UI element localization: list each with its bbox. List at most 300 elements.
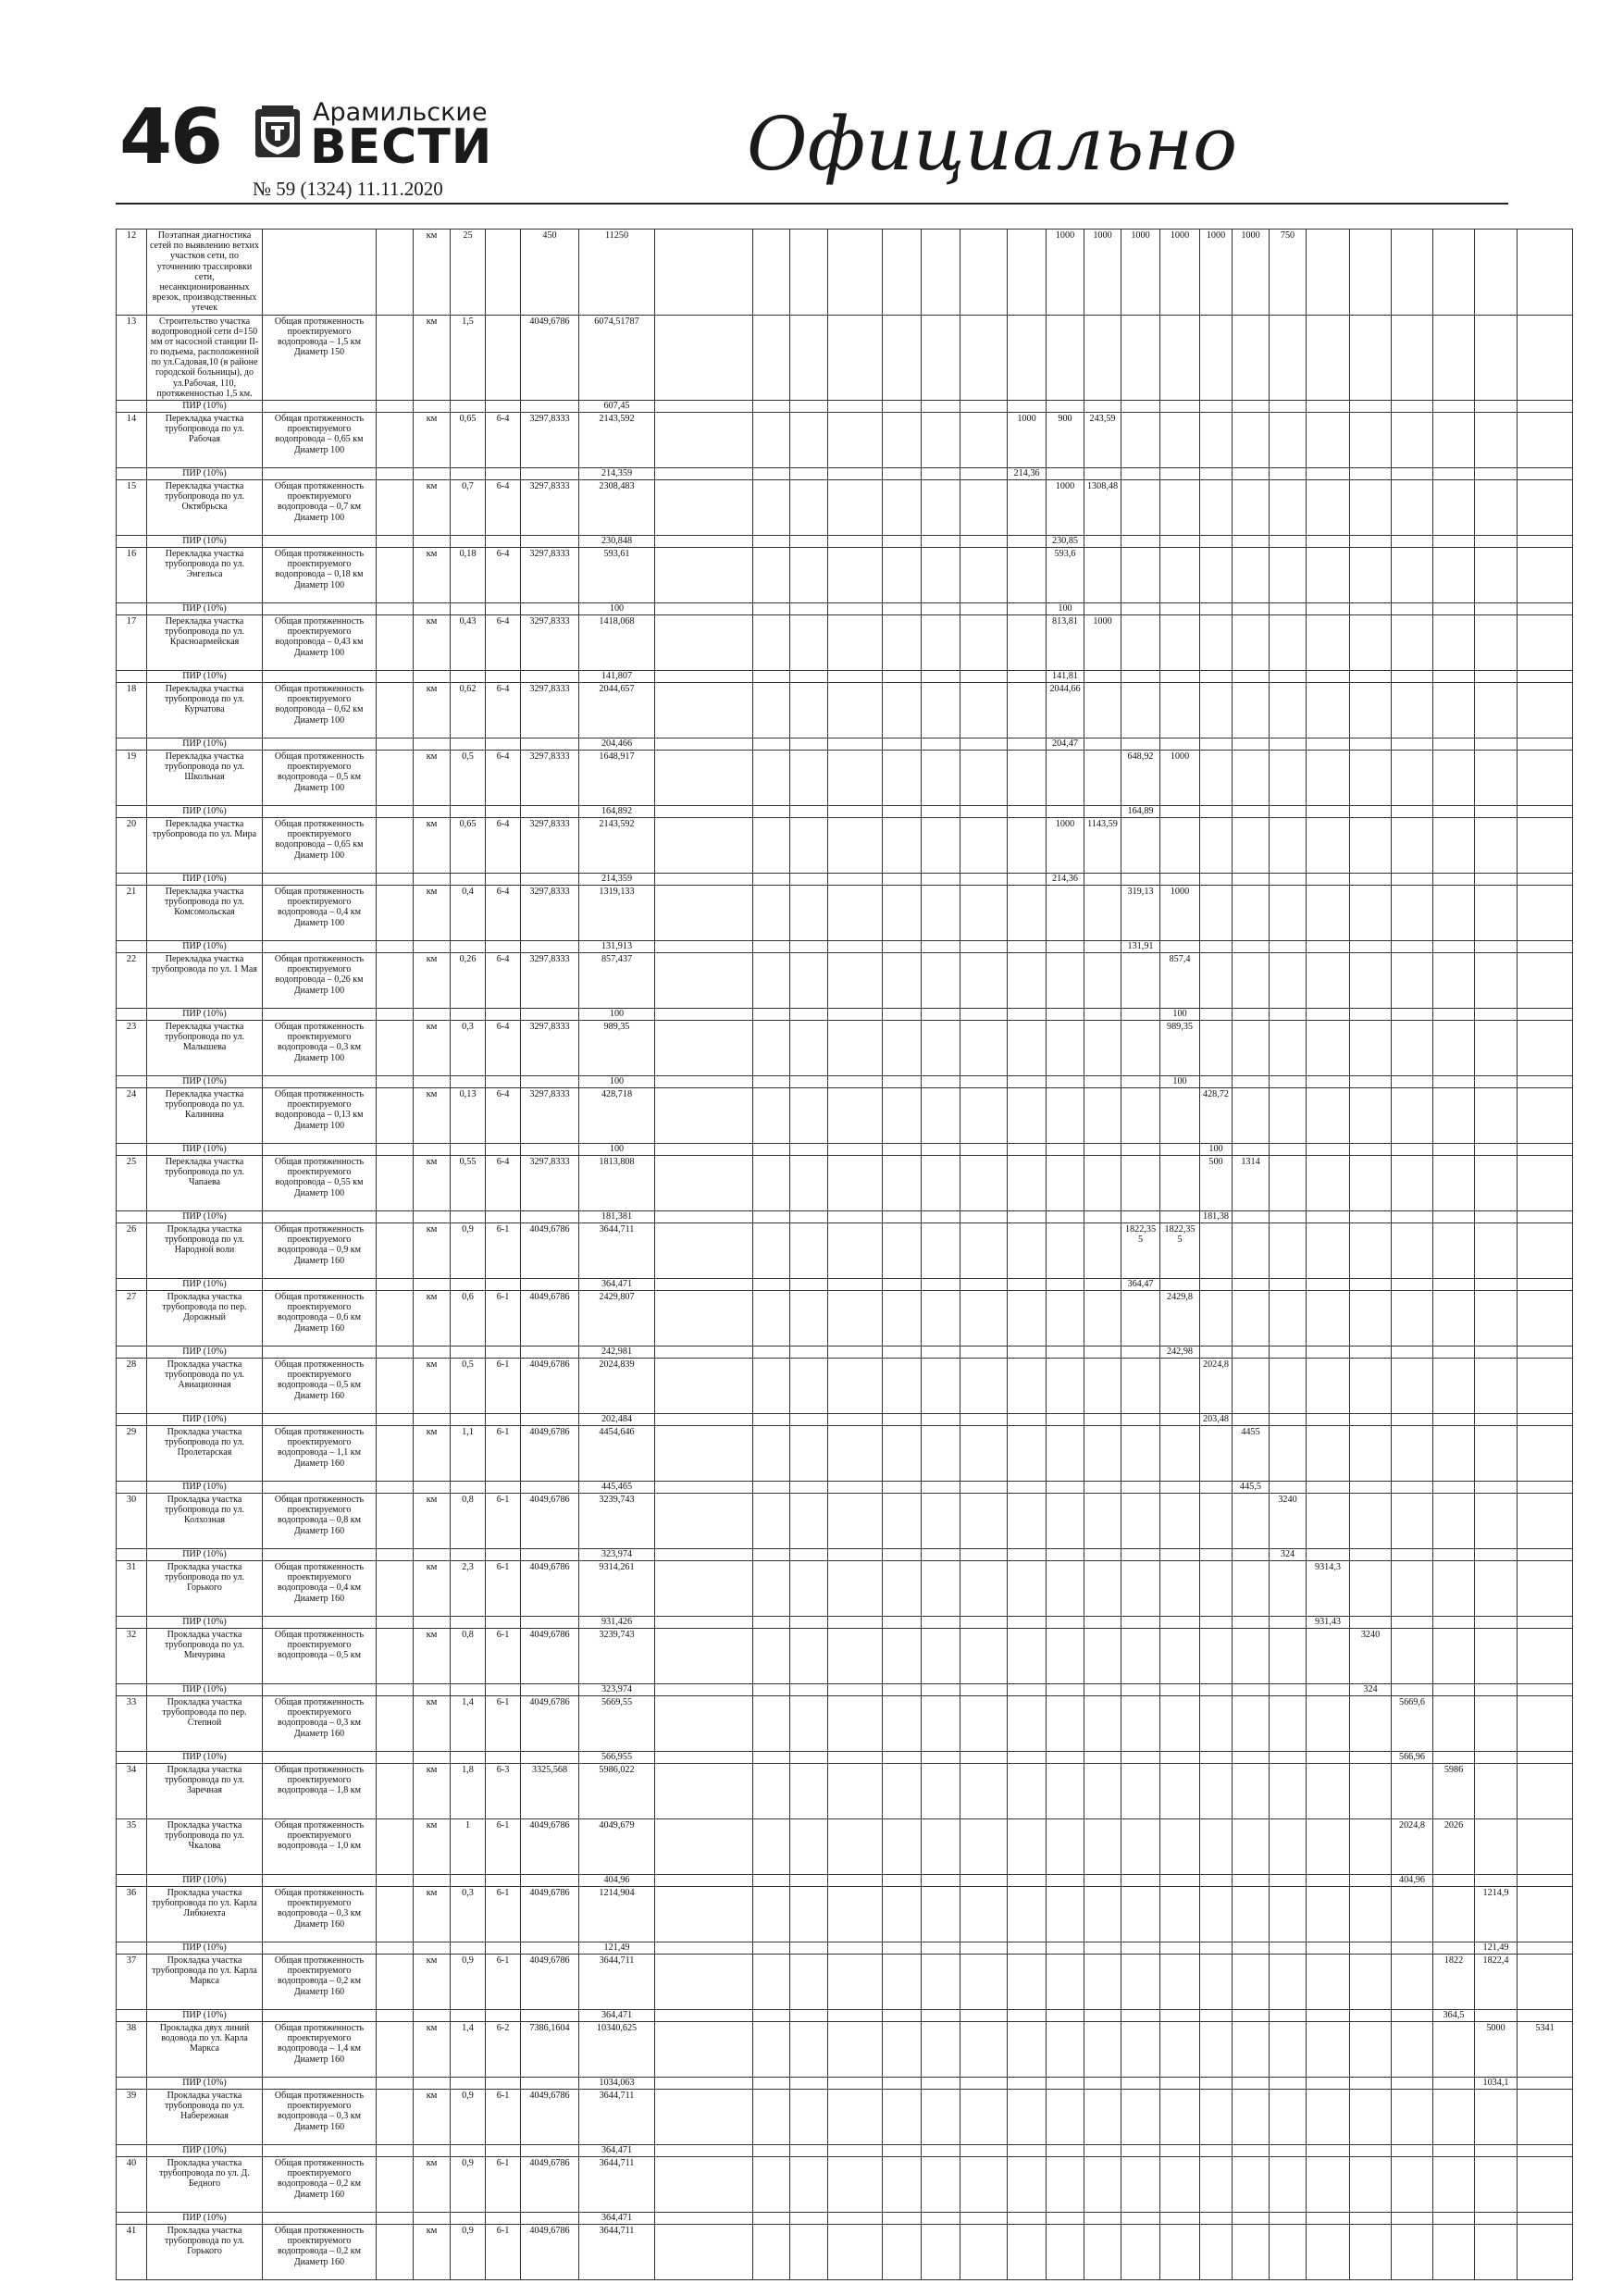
city-emblem-icon <box>253 104 303 161</box>
value-cell <box>1084 2213 1121 2225</box>
value-cell <box>883 548 922 603</box>
value-cell <box>883 2213 922 2225</box>
value-cell <box>1233 818 1270 874</box>
value-cell <box>883 1347 922 1359</box>
empty-cell <box>451 1684 486 1696</box>
empty-cell <box>486 671 521 683</box>
value-cell <box>1047 2145 1084 2157</box>
value-cell <box>960 1426 1008 1482</box>
value-cell <box>1160 1684 1200 1696</box>
unit-price-cell: 4049,6786 <box>521 1561 579 1617</box>
value-cell <box>1518 1088 1573 1144</box>
empty-cell <box>521 1875 579 1887</box>
value-cell <box>1475 806 1518 818</box>
value-cell <box>1233 468 1270 480</box>
quantity-cell: 0,13 <box>451 1088 486 1144</box>
value-cell <box>1160 2078 1200 2090</box>
value-cell <box>960 1009 1008 1021</box>
value-cell <box>1433 1211 1475 1223</box>
value-cell <box>922 1494 960 1549</box>
table-row <box>117 2022 1573 2078</box>
pir-label: ПИР (10%) <box>147 2213 263 2225</box>
value-cell <box>1270 1752 1307 1764</box>
value-cell <box>753 315 790 401</box>
value-cell <box>655 1426 753 1482</box>
value-cell: 5669,6 <box>1392 1696 1433 1752</box>
value-cell <box>1233 1494 1270 1549</box>
value-cell <box>1475 2213 1518 2225</box>
row-number <box>117 1942 147 1955</box>
unit-price-cell: 3297,8333 <box>521 413 579 468</box>
value-cell <box>883 1942 922 1955</box>
value-cell <box>1047 1223 1084 1279</box>
value-cell <box>922 603 960 615</box>
empty-cell <box>521 1076 579 1088</box>
value-cell <box>1475 2145 1518 2157</box>
value-cell <box>828 413 883 468</box>
value-cell: 3240 <box>1350 1629 1392 1684</box>
empty-cell <box>377 1088 414 1144</box>
value-cell <box>828 886 883 941</box>
value-cell <box>1200 751 1233 806</box>
work-description: Общая протяженность проектируемого водопровода – 0,9 км Диаметр 160 <box>263 1223 377 1279</box>
work-name: Прокладка двух линий водовода по ул. Карла Маркса <box>147 2022 263 2078</box>
value-cell <box>1392 1279 1433 1291</box>
value-cell <box>1121 1875 1160 1887</box>
code-cell: 6-4 <box>486 1156 521 1211</box>
value-cell <box>1307 1144 1350 1156</box>
value-cell <box>1392 603 1433 615</box>
value-cell: 364,47 <box>1121 1279 1160 1291</box>
total-cost-cell: 5669,55 <box>579 1696 655 1752</box>
value-cell <box>1121 1942 1160 1955</box>
value-cell <box>960 1076 1008 1088</box>
value-cell: 428,72 <box>1200 1088 1233 1144</box>
value-cell <box>1233 2225 1270 2280</box>
value-cell <box>883 1887 922 1942</box>
code-cell: 6-1 <box>486 1819 521 1875</box>
value-cell <box>883 941 922 953</box>
value-cell <box>1008 1494 1047 1549</box>
total-cost-cell: 2024,839 <box>579 1359 655 1414</box>
value-cell <box>655 230 753 316</box>
value-cell <box>1433 230 1475 316</box>
value-cell <box>828 1347 883 1359</box>
pir-row <box>117 1684 1573 1696</box>
empty-cell <box>521 738 579 751</box>
value-cell <box>655 671 753 683</box>
value-cell <box>1350 953 1392 1009</box>
code-cell: 6-1 <box>486 1629 521 1684</box>
value-cell <box>1475 1414 1518 1426</box>
value-cell <box>1392 401 1433 413</box>
empty-cell <box>377 1144 414 1156</box>
value-cell <box>1518 1144 1573 1156</box>
work-description: Общая протяженность проектируемого водопровода – 0,5 км <box>263 1629 377 1684</box>
value-cell <box>753 1887 790 1942</box>
value-cell <box>1392 806 1433 818</box>
value-cell <box>1270 1819 1307 1875</box>
value-cell <box>883 1279 922 1291</box>
value-cell <box>655 1291 753 1347</box>
value-cell <box>655 2157 753 2213</box>
value-cell <box>828 401 883 413</box>
value-cell <box>1307 1009 1350 1021</box>
table-row <box>117 1494 1573 1549</box>
value-cell: 1314 <box>1233 1156 1270 1211</box>
value-cell <box>753 941 790 953</box>
value-cell <box>960 1549 1008 1561</box>
value-cell <box>1084 2090 1121 2145</box>
value-cell <box>655 1414 753 1426</box>
empty-cell <box>377 1009 414 1021</box>
value-cell <box>1433 671 1475 683</box>
value-cell <box>922 1684 960 1696</box>
value-cell <box>1200 401 1233 413</box>
unit-price-cell: 4049,6786 <box>521 1223 579 1279</box>
value-cell <box>1121 1211 1160 1223</box>
row-number: 20 <box>117 818 147 874</box>
value-cell <box>828 1629 883 1684</box>
row-number <box>117 1875 147 1887</box>
unit-price-cell: 3297,8333 <box>521 818 579 874</box>
value-cell <box>828 468 883 480</box>
value-cell <box>1084 1696 1121 1752</box>
value-cell <box>790 738 828 751</box>
value-cell <box>1518 1561 1573 1617</box>
value-cell <box>828 1752 883 1764</box>
value-cell <box>1307 2157 1350 2213</box>
value-cell <box>1350 1696 1392 1752</box>
empty-cell <box>263 1279 377 1291</box>
value-cell <box>960 2078 1008 2090</box>
empty-cell <box>377 1414 414 1426</box>
empty-cell <box>263 1549 377 1561</box>
value-cell <box>790 1561 828 1617</box>
value-cell <box>828 1223 883 1279</box>
value-cell <box>1121 536 1160 548</box>
value-cell <box>1518 671 1573 683</box>
pir-total-cell: 1034,063 <box>579 2078 655 2090</box>
value-cell <box>1084 1359 1121 1414</box>
unit-price-cell: 3297,8333 <box>521 751 579 806</box>
value-cell <box>1475 751 1518 806</box>
value-cell <box>753 1347 790 1359</box>
value-cell <box>922 953 960 1009</box>
section-title: Официально <box>747 101 1238 187</box>
value-cell <box>1121 1684 1160 1696</box>
value-cell <box>1084 1819 1121 1875</box>
empty-cell <box>377 1279 414 1291</box>
value-cell <box>1518 1819 1573 1875</box>
value-cell <box>828 1942 883 1955</box>
empty-cell <box>486 1347 521 1359</box>
empty-cell <box>414 2213 451 2225</box>
unit-cell: км <box>414 1764 451 1819</box>
value-cell <box>1392 2022 1433 2078</box>
value-cell <box>1392 671 1433 683</box>
value-cell <box>1121 1482 1160 1494</box>
row-number <box>117 738 147 751</box>
value-cell <box>1475 1021 1518 1076</box>
empty-cell <box>414 603 451 615</box>
value-cell <box>1084 1875 1121 1887</box>
value-cell <box>1350 818 1392 874</box>
header-divider <box>116 203 1508 205</box>
empty-cell <box>521 941 579 953</box>
value-cell <box>655 1223 753 1279</box>
value-cell <box>1008 2090 1047 2145</box>
unit-cell: км <box>414 1819 451 1875</box>
value-cell <box>1392 1549 1433 1561</box>
value-cell: 131,91 <box>1121 941 1160 953</box>
value-cell <box>790 1696 828 1752</box>
work-description: Общая протяженность проектируемого водопровода – 0,65 км Диаметр 100 <box>263 413 377 468</box>
value-cell <box>1160 738 1200 751</box>
value-cell <box>1392 683 1433 738</box>
value-cell <box>1518 413 1573 468</box>
value-cell <box>1475 874 1518 886</box>
empty-cell <box>486 1009 521 1021</box>
value-cell <box>753 1211 790 1223</box>
value-cell <box>1008 1875 1047 1887</box>
empty-cell <box>377 1875 414 1887</box>
value-cell <box>790 1875 828 1887</box>
value-cell <box>1233 953 1270 1009</box>
value-cell <box>960 1942 1008 1955</box>
value-cell <box>1121 1752 1160 1764</box>
value-cell <box>1200 1347 1233 1359</box>
value-cell <box>1475 1819 1518 1875</box>
value-cell <box>1270 1156 1307 1211</box>
empty-cell <box>377 2145 414 2157</box>
value-cell <box>883 818 922 874</box>
value-cell <box>1518 886 1573 941</box>
unit-price-cell: 4049,6786 <box>521 1426 579 1482</box>
value-cell <box>1008 603 1047 615</box>
total-cost-cell: 3644,711 <box>579 2157 655 2213</box>
value-cell <box>1392 536 1433 548</box>
row-number: 32 <box>117 1629 147 1684</box>
value-cell <box>1121 2078 1160 2090</box>
value-cell <box>1307 468 1350 480</box>
value-cell <box>828 2010 883 2022</box>
value-cell <box>1433 1482 1475 1494</box>
value-cell <box>655 2213 753 2225</box>
empty-cell <box>414 1279 451 1291</box>
value-cell <box>1233 2078 1270 2090</box>
unit-cell: км <box>414 413 451 468</box>
value-cell <box>828 1156 883 1211</box>
pir-label: ПИР (10%) <box>147 1684 263 1696</box>
empty-cell <box>521 1482 579 1494</box>
value-cell <box>1350 1819 1392 1875</box>
value-cell <box>1392 230 1433 316</box>
value-cell <box>1518 1009 1573 1021</box>
unit-cell: км <box>414 1887 451 1942</box>
value-cell <box>1047 1764 1084 1819</box>
value-cell <box>1270 468 1307 480</box>
value-cell <box>1350 1942 1392 1955</box>
value-cell <box>1200 1875 1233 1887</box>
table-row <box>117 1359 1573 1414</box>
value-cell <box>753 886 790 941</box>
work-description: Общая протяженность проектируемого водопровода – 1,4 км Диаметр 160 <box>263 2022 377 2078</box>
empty-cell <box>521 1144 579 1156</box>
value-cell <box>1350 1426 1392 1482</box>
value-cell <box>1433 480 1475 536</box>
value-cell <box>1121 2022 1160 2078</box>
value-cell <box>1350 1764 1392 1819</box>
value-cell <box>828 683 883 738</box>
value-cell <box>883 806 922 818</box>
value-cell <box>828 1684 883 1696</box>
value-cell <box>1160 1764 1200 1819</box>
work-name: Прокладка участка трубопровода по пер. Дорожный <box>147 1291 263 1347</box>
empty-cell <box>377 1223 414 1279</box>
value-cell <box>753 1414 790 1426</box>
value-cell <box>1475 480 1518 536</box>
value-cell <box>1307 1156 1350 1211</box>
pir-row <box>117 671 1573 683</box>
value-cell <box>1008 1076 1047 1088</box>
unit-cell: км <box>414 1359 451 1414</box>
value-cell <box>1084 1684 1121 1696</box>
value-cell <box>1233 1223 1270 1279</box>
value-cell: 500 <box>1200 1156 1233 1211</box>
row-number: 23 <box>117 1021 147 1076</box>
value-cell <box>1392 941 1433 953</box>
value-cell <box>1008 2078 1047 2090</box>
value-cell <box>883 1629 922 1684</box>
value-cell <box>753 603 790 615</box>
value-cell <box>1350 2145 1392 2157</box>
empty-cell <box>451 1144 486 1156</box>
unit-cell: км <box>414 315 451 401</box>
empty-cell <box>414 1211 451 1223</box>
value-cell <box>1350 1955 1392 2010</box>
value-cell <box>1121 738 1160 751</box>
work-description: Общая протяженность проектируемого водопровода – 0,2 км Диаметр 160 <box>263 2157 377 2213</box>
empty-cell <box>451 874 486 886</box>
value-cell <box>753 1021 790 1076</box>
empty-cell <box>451 1549 486 1561</box>
value-cell <box>655 1629 753 1684</box>
value-cell <box>1121 2157 1160 2213</box>
value-cell <box>922 1347 960 1359</box>
value-cell <box>1121 1549 1160 1561</box>
issue-info: № 59 (1324) 11.11.2020 <box>253 178 443 200</box>
value-cell <box>790 1887 828 1942</box>
value-cell <box>655 536 753 548</box>
row-number: 38 <box>117 2022 147 2078</box>
value-cell <box>883 1211 922 1223</box>
empty-cell <box>414 536 451 548</box>
empty-cell <box>377 2157 414 2213</box>
value-cell <box>960 1347 1008 1359</box>
value-cell <box>1233 2145 1270 2157</box>
value-cell <box>1047 1494 1084 1549</box>
value-cell <box>1047 1696 1084 1752</box>
value-cell <box>1084 1279 1121 1291</box>
value-cell <box>1084 1617 1121 1629</box>
pir-total-cell: 100 <box>579 1144 655 1156</box>
value-cell <box>790 1144 828 1156</box>
unit-price-cell: 4049,6786 <box>521 2225 579 2280</box>
value-cell <box>1084 548 1121 603</box>
table-row <box>117 1223 1573 1279</box>
pir-label: ПИР (10%) <box>147 536 263 548</box>
work-name: Перекладка участка трубопровода по ул. Октябрьска <box>147 480 263 536</box>
value-cell <box>1200 2010 1233 2022</box>
pir-row <box>117 603 1573 615</box>
value-cell <box>1047 1752 1084 1764</box>
value-cell <box>1350 874 1392 886</box>
value-cell <box>753 1752 790 1764</box>
value-cell <box>960 874 1008 886</box>
value-cell <box>1475 2225 1518 2280</box>
value-cell: 900 <box>1047 413 1084 468</box>
value-cell: 100 <box>1160 1076 1200 1088</box>
work-name: Прокладка участка трубопровода по ул. Народной воли <box>147 1223 263 1279</box>
row-number: 31 <box>117 1561 147 1617</box>
empty-cell <box>451 1752 486 1764</box>
value-cell <box>922 1887 960 1942</box>
total-cost-cell: 3644,711 <box>579 2090 655 2145</box>
table-row <box>117 818 1573 874</box>
value-cell <box>1270 1291 1307 1347</box>
value-cell <box>1270 2022 1307 2078</box>
empty-cell <box>486 1211 521 1223</box>
value-cell <box>753 2078 790 2090</box>
value-cell <box>883 480 922 536</box>
value-cell <box>828 1561 883 1617</box>
value-cell <box>1233 1764 1270 1819</box>
value-cell <box>1307 480 1350 536</box>
value-cell <box>1307 1696 1350 1752</box>
pir-row <box>117 1752 1573 1764</box>
quantity-cell: 1 <box>451 1819 486 1875</box>
value-cell <box>1047 1482 1084 1494</box>
value-cell <box>1518 806 1573 818</box>
value-cell <box>753 2010 790 2022</box>
value-cell <box>1392 1629 1433 1684</box>
value-cell <box>1008 1696 1047 1752</box>
value-cell <box>1200 315 1233 401</box>
value-cell <box>1047 1359 1084 1414</box>
value-cell: 242,98 <box>1160 1347 1200 1359</box>
value-cell <box>828 2145 883 2157</box>
value-cell <box>1433 1291 1475 1347</box>
total-cost-cell: 6074,51787 <box>579 315 655 401</box>
table-row <box>117 315 1573 401</box>
empty-cell <box>377 413 414 468</box>
value-cell <box>883 886 922 941</box>
value-cell <box>828 2213 883 2225</box>
value-cell <box>655 480 753 536</box>
value-cell <box>655 2078 753 2090</box>
value-cell <box>883 953 922 1009</box>
value-cell <box>1160 1359 1200 1414</box>
value-cell <box>1233 1955 1270 2010</box>
value-cell <box>922 751 960 806</box>
value-cell <box>1433 1088 1475 1144</box>
value-cell <box>1433 818 1475 874</box>
value-cell <box>1433 1223 1475 1279</box>
value-cell <box>1518 2010 1573 2022</box>
value-cell: 214,36 <box>1047 874 1084 886</box>
value-cell <box>753 413 790 468</box>
